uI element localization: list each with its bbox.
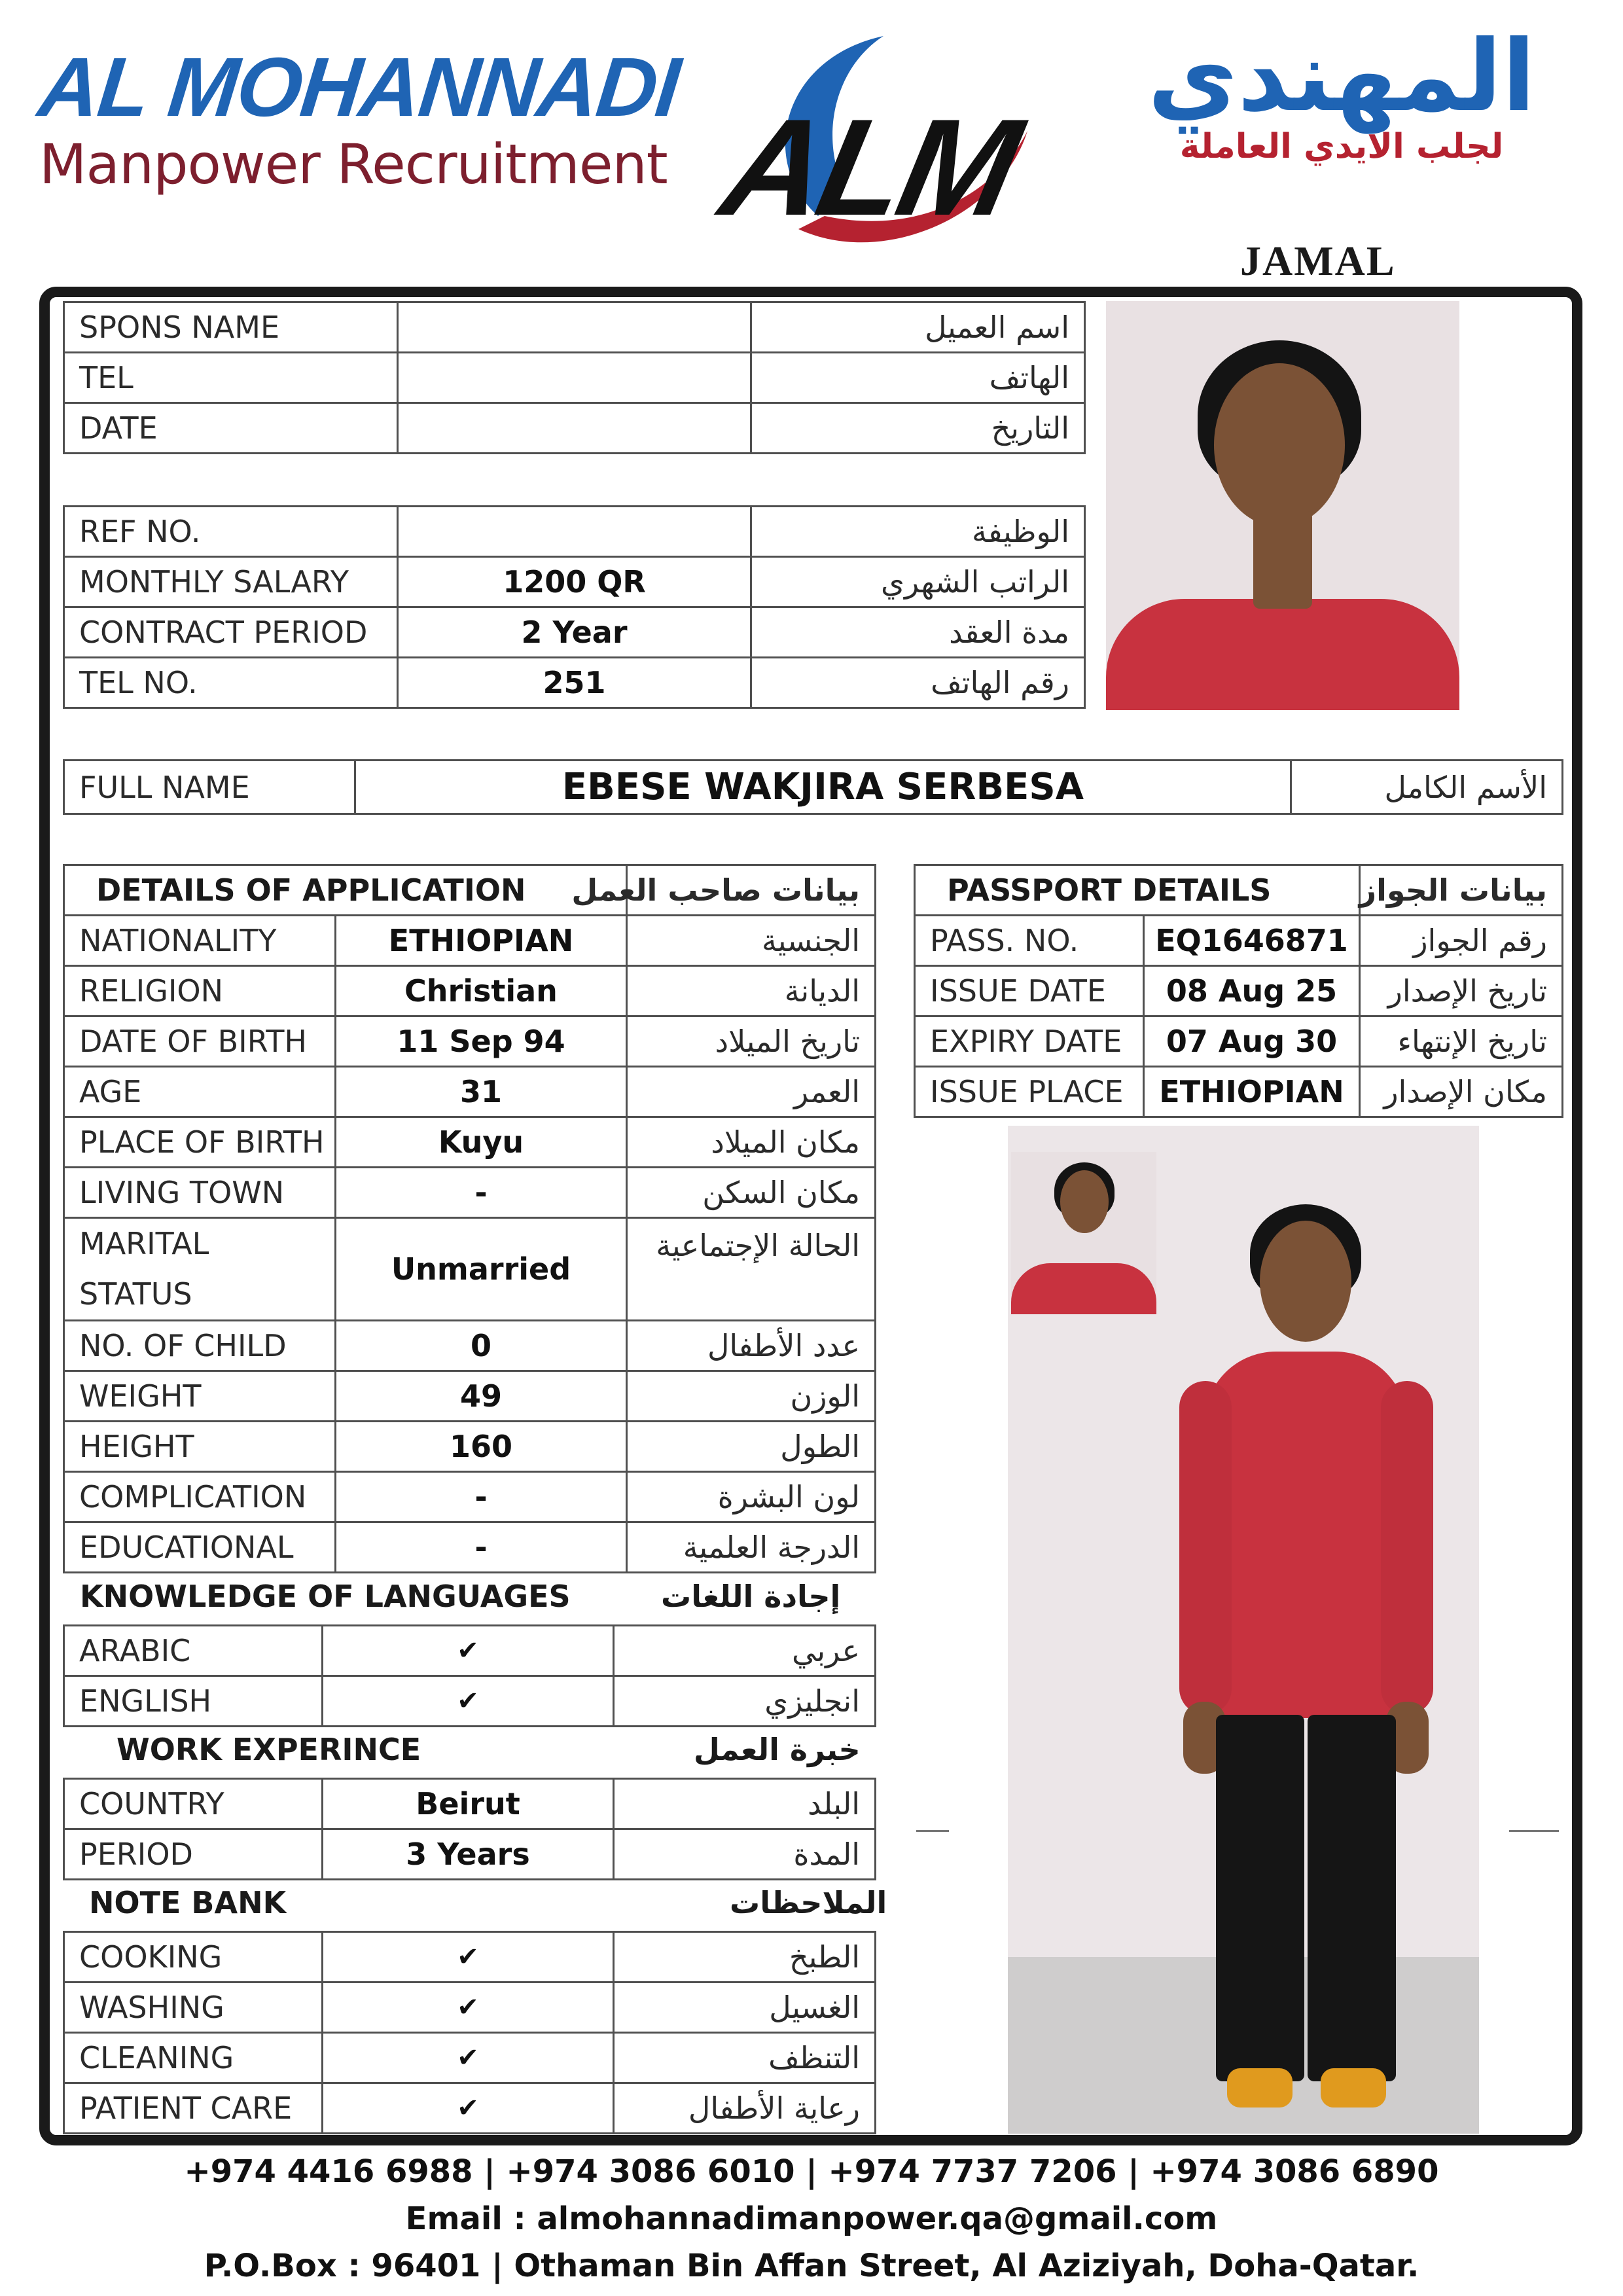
table-row bbox=[64, 761, 1563, 814]
row-value: - bbox=[336, 1522, 627, 1573]
table-row bbox=[64, 1168, 876, 1218]
table-row bbox=[64, 1932, 876, 1982]
application-title-arabic: بيانات صاحب العمل bbox=[627, 865, 876, 916]
inset-portrait-photo bbox=[1011, 1152, 1156, 1314]
row-value: 07 Aug 30 bbox=[1144, 1016, 1360, 1067]
experience-table bbox=[63, 1778, 876, 1880]
table-header-row bbox=[64, 865, 876, 916]
full-name-table bbox=[63, 759, 1563, 815]
table-row bbox=[915, 916, 1563, 966]
row-value: 49 bbox=[336, 1371, 627, 1422]
row-value: Kuyu bbox=[336, 1117, 627, 1168]
row-label-arabic: الطول bbox=[627, 1422, 876, 1472]
row-label: COOKING bbox=[64, 1932, 323, 1982]
row-value: Beirut bbox=[323, 1779, 614, 1829]
divider bbox=[916, 1830, 949, 1832]
row-label: HEIGHT bbox=[64, 1422, 336, 1472]
row-value: 160 bbox=[336, 1422, 627, 1472]
row-label: WASHING bbox=[64, 1982, 323, 2033]
row-label-arabic: رقم الهاتف bbox=[751, 658, 1085, 708]
row-label: CONTRACT PERIOD bbox=[64, 607, 398, 658]
row-label: PERIOD bbox=[64, 1829, 323, 1880]
table-header-row bbox=[915, 865, 1563, 916]
table-row bbox=[64, 1321, 876, 1371]
row-value: 11 Sep 94 bbox=[336, 1016, 627, 1067]
row-label: EXPIRY DATE bbox=[915, 1016, 1144, 1067]
brand-name-arabic: المهندي bbox=[1147, 20, 1536, 134]
row-label: NO. OF CHILD bbox=[64, 1321, 336, 1371]
row-label: LIVING TOWN bbox=[64, 1168, 336, 1218]
table-row bbox=[915, 966, 1563, 1016]
row-label: ARABIC bbox=[64, 1626, 323, 1676]
row-value: ETHIOPIAN bbox=[336, 916, 627, 966]
table-row bbox=[64, 2033, 876, 2083]
row-value bbox=[398, 507, 751, 557]
brand-subtitle: Manpower Recruitment bbox=[39, 132, 668, 196]
row-label-arabic: الطبخ bbox=[614, 1932, 876, 1982]
table-row bbox=[915, 1067, 1563, 1117]
row-label: TEL NO. bbox=[64, 658, 398, 708]
application-table bbox=[63, 864, 876, 1573]
application-title: DETAILS OF APPLICATION bbox=[64, 865, 627, 916]
row-value: 1200 QR bbox=[398, 557, 751, 607]
table-row bbox=[64, 1779, 876, 1829]
table-row bbox=[64, 302, 1085, 353]
brand-logo-english bbox=[34, 41, 683, 196]
row-label-arabic: الدرجة العلمية bbox=[627, 1522, 876, 1573]
brand-subtitle-arabic: لجلب الايدي العاملة bbox=[1179, 127, 1504, 166]
table-row bbox=[64, 1422, 876, 1472]
table-row bbox=[64, 1626, 876, 1676]
row-label-arabic: البلد bbox=[614, 1779, 876, 1829]
table-row bbox=[64, 916, 876, 966]
row-label: ISSUE PLACE bbox=[915, 1067, 1144, 1117]
table-row bbox=[64, 507, 1085, 557]
row-label: ISSUE DATE bbox=[915, 966, 1144, 1016]
row-label: NATIONALITY bbox=[64, 916, 336, 966]
passport-title-arabic: بيانات الجواز bbox=[1360, 865, 1563, 916]
row-label-arabic: عدد الأطفال bbox=[627, 1321, 876, 1371]
full-name-label: FULL NAME bbox=[64, 761, 355, 814]
row-value bbox=[398, 353, 751, 403]
row-value: 3 Years bbox=[323, 1829, 614, 1880]
divider bbox=[1509, 1830, 1559, 1832]
row-value: 0 bbox=[336, 1321, 627, 1371]
table-row bbox=[64, 1016, 876, 1067]
row-label-arabic: اسم العميل bbox=[751, 302, 1085, 353]
row-value: - bbox=[336, 1168, 627, 1218]
row-label: PASS. NO. bbox=[915, 916, 1144, 966]
row-label: EDUCATIONAL bbox=[64, 1522, 336, 1573]
row-label: MONTHLY SALARY bbox=[64, 557, 398, 607]
marital-label-line2: STATUS bbox=[79, 1276, 192, 1312]
check-icon: ✔ bbox=[323, 1932, 614, 1982]
row-value: ETHIOPIAN bbox=[1144, 1067, 1360, 1117]
marital-label-line1: MARITAL bbox=[79, 1226, 209, 1261]
row-label-arabic: الوظيفة bbox=[751, 507, 1085, 557]
table-row bbox=[64, 1829, 876, 1880]
row-label-arabic: رعاية الأطفال bbox=[614, 2083, 876, 2134]
row-label-arabic: الجنسية bbox=[627, 916, 876, 966]
check-icon: ✔ bbox=[323, 1626, 614, 1676]
check-icon: ✔ bbox=[323, 1676, 614, 1727]
experience-title: WORK EXPERINCE bbox=[116, 1732, 421, 1767]
row-value: 251 bbox=[398, 658, 751, 708]
row-label-arabic: الديانة bbox=[627, 966, 876, 1016]
table-row bbox=[64, 658, 1085, 708]
footer-address: P.O.Box : 96401 | Othaman Bin Affan Street, Al Aziziyah, Doha-Qatar. bbox=[204, 2248, 1419, 2284]
row-label-arabic: التاريخ bbox=[751, 403, 1085, 454]
row-label: RELIGION bbox=[64, 966, 336, 1016]
check-icon: ✔ bbox=[323, 2033, 614, 2083]
row-label-arabic: المدة bbox=[614, 1829, 876, 1880]
contract-table bbox=[63, 505, 1086, 709]
table-row bbox=[64, 1117, 876, 1168]
table-row bbox=[64, 353, 1085, 403]
table-row bbox=[64, 2083, 876, 2134]
row-label: AGE bbox=[64, 1067, 336, 1117]
table-row bbox=[64, 1067, 876, 1117]
row-label: TEL bbox=[64, 353, 398, 403]
row-label: CLEANING bbox=[64, 2033, 323, 2083]
row-label-arabic: مكان السكن bbox=[627, 1168, 876, 1218]
table-row bbox=[64, 1522, 876, 1573]
row-label-arabic: الحالة الإجتماعية bbox=[627, 1218, 876, 1321]
table-row bbox=[64, 403, 1085, 454]
full-name-value: EBESE WAKJIRA SERBESA bbox=[355, 761, 1291, 814]
row-value: 08 Aug 25 bbox=[1144, 966, 1360, 1016]
table-row bbox=[64, 966, 876, 1016]
portrait-photo bbox=[1106, 301, 1459, 710]
languages-table bbox=[63, 1624, 876, 1727]
row-label bbox=[64, 1218, 336, 1321]
experience-title-arabic: خبرة العمل bbox=[694, 1732, 861, 1767]
languages-title-arabic: إجادة اللغات bbox=[661, 1579, 841, 1614]
brand-logo-arabic bbox=[1080, 20, 1603, 166]
footer-phones: +974 4416 6988 | +974 3086 6010 | +974 7737 7206 | +974 3086 6890 bbox=[184, 2153, 1439, 2190]
footer-email: Email : almohannadimanpower.qa@gmail.com bbox=[405, 2200, 1218, 2237]
row-value: Christian bbox=[336, 966, 627, 1016]
row-label-arabic: مدة العقد bbox=[751, 607, 1085, 658]
row-label: PATIENT CARE bbox=[64, 2083, 323, 2134]
row-label-arabic: عربي bbox=[614, 1626, 876, 1676]
agent-name: JAMAL bbox=[1240, 238, 1396, 284]
check-icon: ✔ bbox=[323, 1982, 614, 2033]
row-label: WEIGHT bbox=[64, 1371, 336, 1422]
row-value: 2 Year bbox=[398, 607, 751, 658]
row-value: - bbox=[336, 1472, 627, 1522]
row-label-arabic: تاريخ الميلاد bbox=[627, 1016, 876, 1067]
languages-title: KNOWLEDGE OF LANGUAGES bbox=[80, 1579, 571, 1614]
row-label-arabic: مكان الميلاد bbox=[627, 1117, 876, 1168]
brand-name: AL MOHANNADI bbox=[34, 41, 683, 134]
row-label-arabic: التنظف bbox=[614, 2033, 876, 2083]
row-value: EQ1646871 bbox=[1144, 916, 1360, 966]
row-label-arabic: تاريخ الإصدار bbox=[1360, 966, 1563, 1016]
row-label-arabic: لون البشرة bbox=[627, 1472, 876, 1522]
table-row bbox=[64, 1982, 876, 2033]
row-label-arabic: مكان الإصدار bbox=[1360, 1067, 1563, 1117]
row-label-arabic: تاريخ الإنتهاء bbox=[1360, 1016, 1563, 1067]
notes-title: NOTE BANK bbox=[89, 1885, 287, 1920]
row-label: SPONS NAME bbox=[64, 302, 398, 353]
check-icon: ✔ bbox=[323, 2083, 614, 2134]
row-value bbox=[398, 403, 751, 454]
sponsor-table bbox=[63, 301, 1086, 454]
row-label: DATE bbox=[64, 403, 398, 454]
notes-title-arabic: الملاحظات bbox=[730, 1885, 887, 1920]
row-label: ENGLISH bbox=[64, 1676, 323, 1727]
row-label: DATE OF BIRTH bbox=[64, 1016, 336, 1067]
row-label: PLACE OF BIRTH bbox=[64, 1117, 336, 1168]
table-row bbox=[64, 607, 1085, 658]
row-label-arabic: العمر bbox=[627, 1067, 876, 1117]
row-label-arabic: الهاتف bbox=[751, 353, 1085, 403]
row-label-arabic: الغسيل bbox=[614, 1982, 876, 2033]
table-row bbox=[64, 1371, 876, 1422]
row-label-arabic: رقم الجواز bbox=[1360, 916, 1563, 966]
row-label-arabic: الوزن bbox=[627, 1371, 876, 1422]
full-name-label-arabic: الأسم الكامل bbox=[1291, 761, 1563, 814]
table-row bbox=[64, 557, 1085, 607]
row-label-arabic: انجليزي bbox=[614, 1676, 876, 1727]
logo-text: ALM bbox=[710, 90, 1029, 244]
alm-logo bbox=[710, 20, 1060, 255]
table-row bbox=[915, 1016, 1563, 1067]
notes-table bbox=[63, 1931, 876, 2134]
passport-table bbox=[914, 864, 1563, 1118]
row-value bbox=[398, 302, 751, 353]
table-row bbox=[64, 1676, 876, 1727]
row-label: COUNTRY bbox=[64, 1779, 323, 1829]
table-row bbox=[64, 1472, 876, 1522]
table-row bbox=[64, 1218, 876, 1321]
row-label: COMPLICATION bbox=[64, 1472, 336, 1522]
row-label: REF NO. bbox=[64, 507, 398, 557]
row-value: 31 bbox=[336, 1067, 627, 1117]
passport-title: PASSPORT DETAILS bbox=[915, 865, 1360, 916]
row-value: Unmarried bbox=[336, 1218, 627, 1321]
row-label-arabic: الراتب الشهري bbox=[751, 557, 1085, 607]
